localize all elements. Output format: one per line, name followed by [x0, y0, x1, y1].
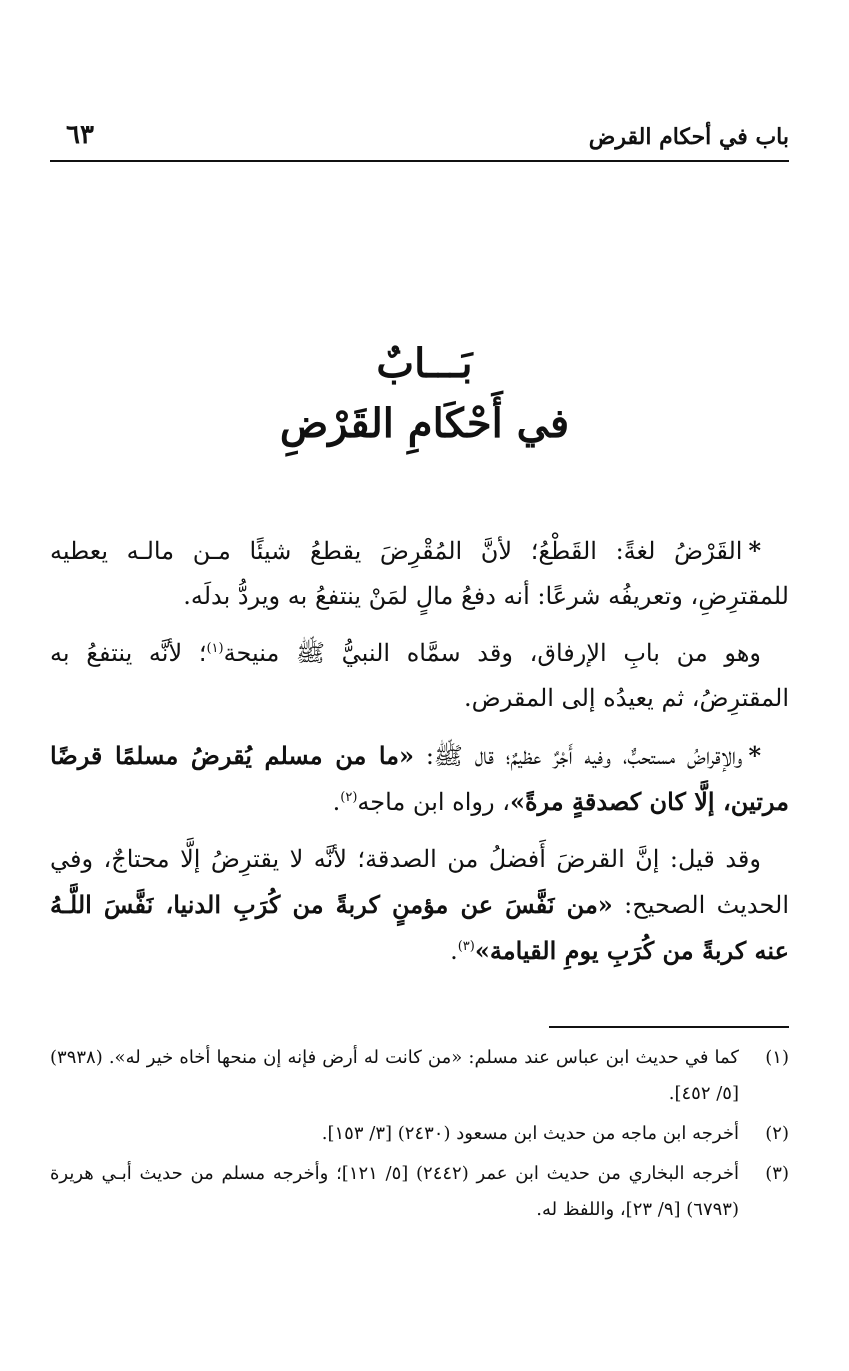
footnotes — [50, 1040, 789, 1232]
footnote-number: (١) — [765, 1047, 789, 1068]
footnote-2 — [50, 1116, 789, 1152]
paragraph-end: . — [332, 788, 341, 816]
hadith-quote: «ما من مسلم يُقرضُ مسلمًا قرضًا مرتين، إلَّا كان كصدقةٍ مرةً» — [50, 741, 789, 816]
chapter-word: بَـــابٌ — [376, 340, 473, 387]
footnote-ref: (٢) — [340, 790, 358, 805]
page-header — [50, 118, 789, 162]
paragraph-text: القَرْضُ لغةً: القَطْعُ؛ لأنَّ المُقْرِضَ يقطعُ شيئًا مـن مالـه يعطيه للمقترِضِ، وتعريفُه شرعًا: أنه دفعُ مالٍ لمَنْ ينتفعُ به ويردُّ بدلَه. — [50, 537, 789, 610]
footnote-1 — [50, 1040, 789, 1112]
paragraph-virtue — [50, 837, 789, 974]
running-title: باب في أحكام القرض — [588, 124, 789, 150]
paragraph-text: وهو من بابِ الإرفاق، وقد سمَّاه النبيُّ ﷺ منيحة — [223, 639, 762, 667]
body-text — [50, 528, 789, 986]
footnote-ref: (٣) — [457, 939, 475, 954]
hadith-quote: «من نَفَّسَ عن مؤمنٍ كربةً من كُرَبِ الدنيا، نَفَّسَ اللَّـهُ عنه كربةً من كُرَبِ يومِ القيامة» — [50, 890, 789, 965]
paragraph-text: ، رواه ابن ماجه — [357, 788, 510, 816]
chapter-title: في أَحْكَامِ القَرْضِ — [279, 400, 570, 447]
paragraph-text: وقد قيل: إنَّ القرضَ أَفضلُ من الصدقة؛ لأنَّه لا يقترِضُ إلَّا محتاجٌ، وفي الحديث الصحيح: — [50, 845, 789, 919]
star-marker: * — [748, 741, 761, 770]
paragraph-end: . — [450, 937, 458, 965]
star-marker: * — [748, 536, 761, 565]
footnote-ref: (١) — [206, 641, 224, 656]
footnote-number: (٣) — [765, 1163, 789, 1184]
footnote-number: (٢) — [765, 1123, 789, 1144]
paragraph-text: ؛ لأنَّه ينتفعُ به المقترِضُ، ثم يعيدُه إلى المقرض. — [50, 639, 789, 712]
paragraph-definition — [50, 528, 789, 619]
page-number: ٦٣ — [66, 120, 94, 150]
footnote-3 — [50, 1156, 789, 1228]
footnote-text: كما في حديث ابن عباس عند مسلم: «من كانت له أرض فإنه إن منحها أخاه خير له». (٣٩٣٨) [٥/ ٤٥٢]. — [50, 1047, 739, 1104]
paragraph-text: والإقراضُ مستحبٌّ، وفيه أَجْرٌ عظيمٌ؛ قال ﷺ: — [414, 742, 743, 770]
footnote-text: أخرجه ابن ماجه من حديث ابن مسعود (٢٤٣٠) [٣/ ١٥٣]. — [321, 1123, 739, 1144]
footnote-text: أخرجه البخاري من حديث ابن عمر (٢٤٤٢) [٥/ ١٢١]؛ وأخرجه مسلم من حديث أبـي هريرة (٦٧٩٣) [٩/ ٢٣]، واللفظ له. — [50, 1163, 739, 1220]
paragraph-iqrad — [50, 733, 789, 825]
paragraph-irfaq — [50, 631, 789, 721]
footnote-separator — [549, 1026, 789, 1028]
